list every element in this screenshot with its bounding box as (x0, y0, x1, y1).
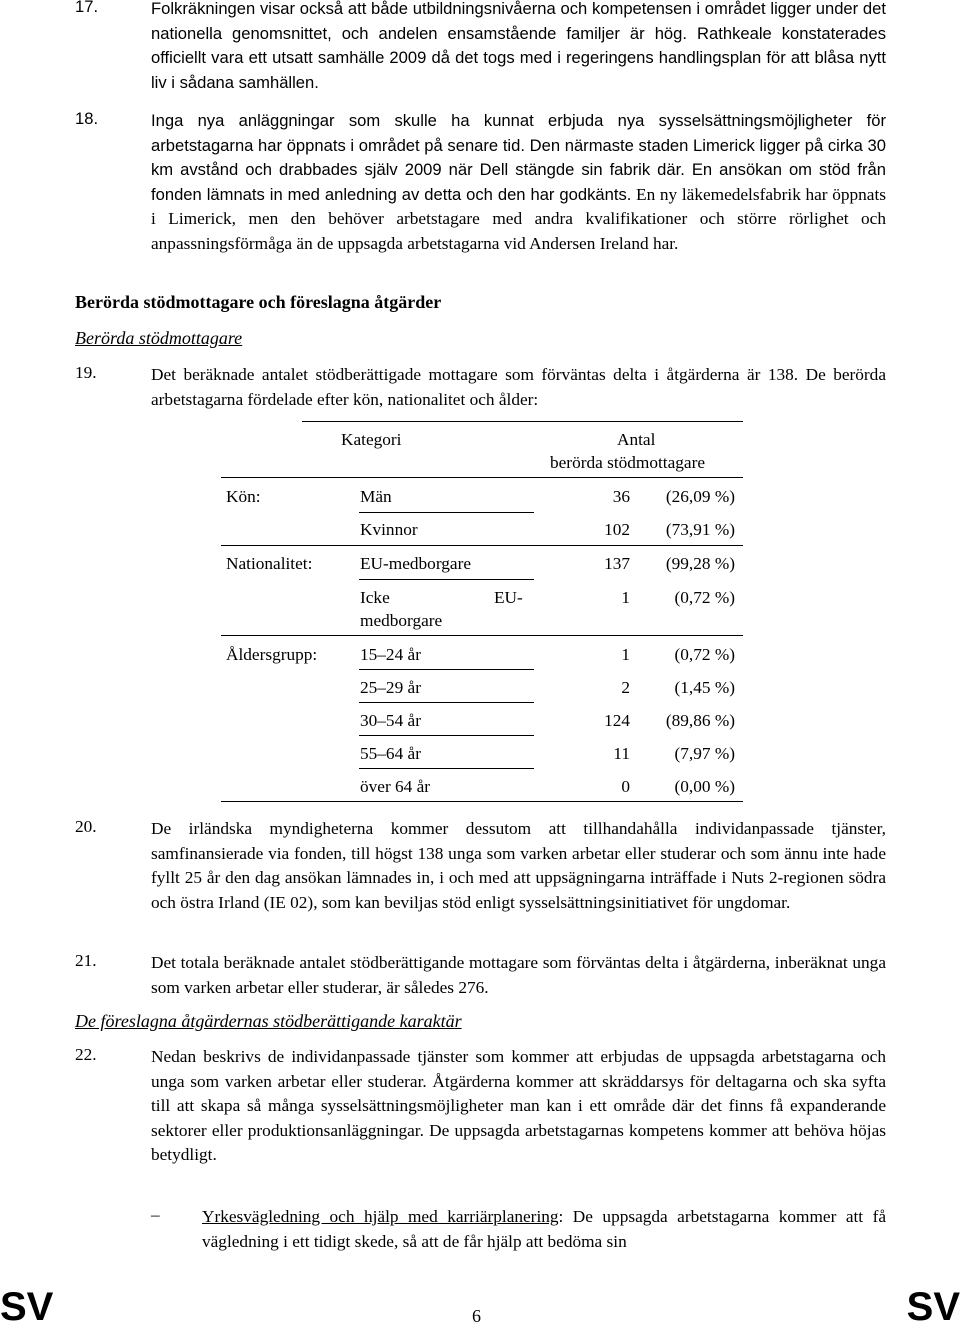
header-antal: Antal (617, 430, 656, 449)
bullet-body: : De uppsagda arbetstagarna kommer att få vägledning i ett tidigt skede, så att de får hjälp att bedöma sin (202, 1207, 886, 1251)
row-count: 36 (612, 487, 630, 506)
paragraph-18 (75, 109, 886, 257)
group-label-kon: Kön: (226, 487, 261, 506)
row-rule (359, 735, 534, 736)
row-percent: (0,72 %) (674, 645, 735, 664)
row-rule (359, 512, 534, 513)
row-count: 1 (621, 645, 630, 664)
paragraph-text: Nedan beskrivs de individanpassade tjänster som kommer att erbjudas de uppsagda arbetstagarna och unga som varken arbetar eller studerar. Åtgärderna kommer att skräddarsys för deltagarna och ska syfta till att skapa så många sysselsättningsmöjligheter man kan i ett område där det finns få expanderande sektorer eller produktionsanläggningar. De uppsagda arbetstagarnas kompetens kommer att behöva höjas betydligt. (151, 1047, 886, 1165)
paragraph-number: 18. (75, 109, 99, 128)
row-category: över 64 år (360, 777, 431, 796)
row-category: 25–29 år (360, 678, 421, 697)
paragraph-text: De irländska myndigheterna kommer dessutom att tillhandahålla individanpassade tjänster, samfinansierade via fonden, till högst 138 unga som varken arbetar eller studerar och som ännu inte hade fyllt 25 år den dag ansökan lämnades in, i och med att uppsägningarna inträffade i Nuts 2-regionen södra och östra Irland (IE 02), som kan beviljas stöd enligt sysselsättningsinitiativet för ungdomar. (151, 819, 886, 912)
row-percent: (0,72 %) (674, 588, 735, 607)
paragraph-text-part-b: En ny läkemedelsfabrik har öppnats i Limerick, men den behöver arbetstagare med andra kvalifikationer och större rörlighet och anpassningsförmåga än de uppsagda arbetstagarna vid Andersen Ireland har. (151, 184, 886, 253)
row-count: 1 (621, 588, 630, 607)
table-top-rule (302, 421, 743, 422)
footer-language-left: SV (0, 1285, 54, 1329)
row-count: 124 (604, 711, 630, 730)
paragraph-text: Folkräkningen visar också att både utbildningsnivåerna och kompetensen i området ligger under det nationella genomsnittet, och andelen ensamstående familjer är hög. Rathkeale konstaterades officiellt vara ett utsatt samhälle 2009 då det togs med i regeringens handlingsplan för att blåsa nytt liv i sådana samhällen. (151, 0, 886, 92)
row-category: Män (360, 487, 392, 506)
row-percent: (1,45 %) (674, 678, 735, 697)
table-bottom-rule (221, 801, 743, 802)
header-rule (221, 477, 743, 478)
row-percent: (89,86 %) (665, 711, 735, 730)
row-count: 11 (613, 744, 630, 763)
row-percent: (99,28 %) (665, 554, 735, 573)
row-rule (359, 579, 534, 580)
row-category-part: medborgare (360, 611, 443, 630)
bullet-text (202, 1205, 886, 1254)
header-kategori: Kategori (341, 430, 402, 449)
section-heading: Berörda stödmottagare och föreslagna åtgärder (75, 292, 442, 312)
paragraph-number: 19. (75, 363, 97, 382)
row-category: 15–24 år (360, 645, 421, 664)
paragraph-number: 20. (75, 817, 97, 836)
paragraph-text: Det totala beräknade antalet stödberättigande mottagare som förväntas delta i åtgärderna, inberäknat unga som varken arbetar eller studerar, är således 276. (151, 953, 886, 997)
paragraph-21 (75, 951, 886, 1000)
row-rule (359, 669, 534, 670)
paragraph-number: 21. (75, 951, 97, 970)
paragraph-19 (75, 363, 886, 412)
row-category-part: Icke (360, 588, 390, 607)
bullet-dash: – (151, 1205, 160, 1224)
row-count: 102 (604, 520, 630, 539)
paragraph-text (151, 109, 886, 257)
bullet-item (151, 1205, 886, 1254)
group-label-aldersgrupp: Åldersgrupp: (226, 645, 318, 664)
row-percent: (73,91 %) (665, 520, 735, 539)
row-category-part: EU- (494, 588, 523, 607)
paragraph-number: 22. (75, 1045, 97, 1064)
group-label-nationalitet: Nationalitet: (226, 554, 313, 573)
row-percent: (7,97 %) (674, 744, 735, 763)
subsection-heading-measures: De föreslagna åtgärdernas stödberättigande karaktär (75, 1011, 462, 1031)
paragraph-17 (75, 0, 886, 95)
paragraph-number: 17. (75, 0, 99, 16)
row-percent: (26,09 %) (665, 487, 735, 506)
row-count: 137 (604, 554, 630, 573)
group-rule (221, 545, 743, 546)
row-count: 2 (621, 678, 630, 697)
row-rule (359, 768, 534, 769)
group-rule (221, 635, 743, 636)
paragraph-20 (75, 817, 886, 915)
row-count: 0 (621, 777, 630, 796)
row-category: EU-medborgare (360, 554, 472, 573)
paragraph-text-part-a: Inga nya anläggningar som skulle ha kunnat erbjuda nya sysselsättningsmöjligheter för arbetstagarna har öppnats i området på senare tid. Den närmaste staden Limerick ligger på cirka 30 km avstånd och drabbades själv 2009 när Dell stängde sin fabrik där. En ansökan om stöd från fonden lämnats in med anledning av detta och den har godkänts. (151, 111, 886, 204)
bullet-title: Yrkesvägledning och hjälp med karriärplanering (202, 1207, 559, 1226)
row-category: 55–64 år (360, 744, 421, 763)
paragraph-22 (75, 1045, 886, 1168)
page-number: 6 (472, 1306, 481, 1326)
header-antal-sub: berörda stödmottagare (550, 453, 705, 472)
row-category: Kvinnor (360, 520, 418, 539)
footer-language-right: SV (906, 1285, 960, 1329)
row-category: 30–54 år (360, 711, 421, 730)
subsection-heading-beneficiaries: Berörda stödmottagare (75, 328, 243, 348)
paragraph-text: Det beräknade antalet stödberättigade mottagare som förväntas delta i åtgärderna är 138. De berörda arbetstagarna fördelade efter kön, nationalitet och ålder: (151, 365, 886, 409)
row-percent: (0,00 %) (674, 777, 735, 796)
row-rule (359, 702, 534, 703)
